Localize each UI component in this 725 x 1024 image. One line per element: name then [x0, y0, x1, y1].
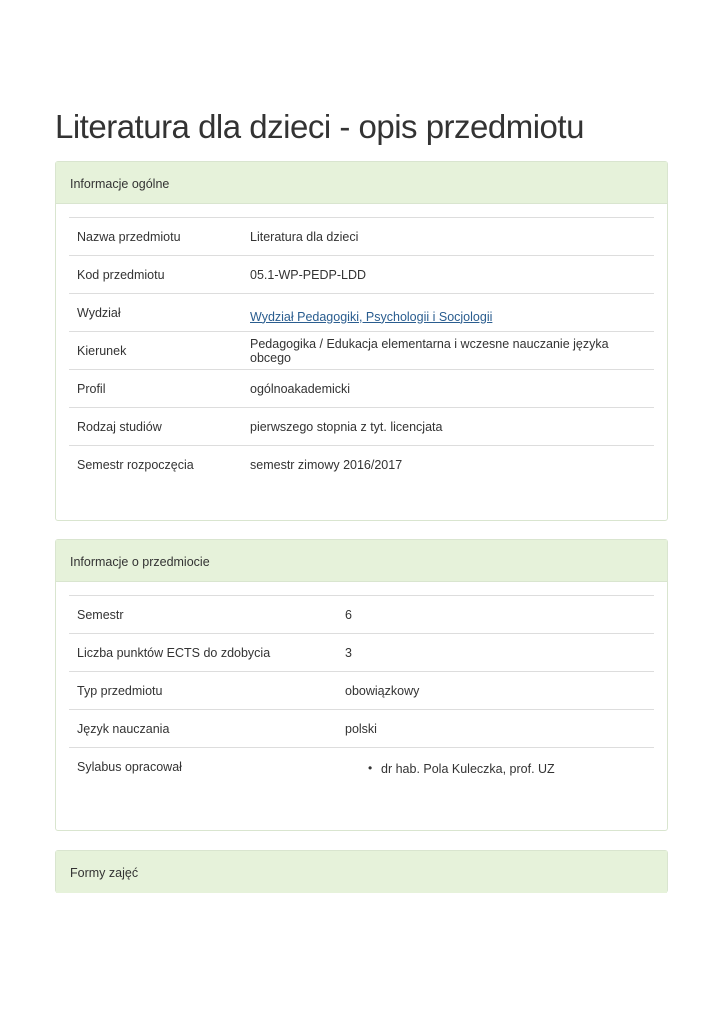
row-value: obowiązkowy [345, 683, 420, 698]
row-value: 6 [345, 607, 352, 622]
row-label: Wydział [77, 305, 121, 320]
row-value: 05.1-WP-PEDP-LDD [250, 267, 366, 282]
row-label: Semestr rozpoczęcia [77, 457, 194, 472]
general-info-table [69, 217, 654, 483]
subject-info-table [69, 595, 654, 800]
general-info-heading: Informacje ogólne [56, 162, 667, 204]
row-label: Typ przedmiotu [77, 683, 163, 698]
table-row [69, 634, 654, 672]
row-label: Język nauczania [77, 721, 170, 736]
subject-info-heading: Informacje o przedmiocie [56, 540, 667, 582]
faculty-link[interactable]: Wydział Pedagogiki, Psychologii i Socjologii [250, 309, 493, 324]
row-label: Kierunek [77, 343, 127, 358]
page-title: Literatura dla dzieci - opis przedmiotu [55, 108, 584, 145]
row-label: Rodzaj studiów [77, 419, 162, 434]
syllabus-author: dr hab. Pola Kuleczka, prof. UZ [381, 762, 555, 776]
table-row [69, 672, 654, 710]
row-value [242, 294, 654, 332]
row-value: ogólnoakademicki [250, 381, 351, 396]
row-value: polski [345, 721, 377, 736]
table-row [69, 370, 654, 408]
row-label: Profil [77, 381, 106, 396]
row-label: Kod przedmiotu [77, 267, 165, 282]
subject-info-panel [55, 539, 668, 831]
row-value: Literatura dla dzieci [250, 229, 359, 244]
row-value [337, 748, 654, 801]
table-row [69, 748, 654, 801]
row-value: Pedagogika / Edukacja elementarna i wczesne nauczanie języka obcego [250, 336, 609, 365]
table-row [69, 294, 654, 332]
row-label: Semestr [77, 607, 124, 622]
list-item [368, 761, 646, 776]
table-row [69, 332, 654, 370]
table-row [69, 596, 654, 634]
bullet-icon: • [368, 761, 373, 775]
class-forms-panel [55, 850, 668, 893]
row-value: 3 [345, 645, 352, 660]
row-label: Liczba punktów ECTS do zdobycia [77, 645, 271, 660]
table-row [69, 218, 654, 256]
table-row [69, 710, 654, 748]
general-info-panel [55, 161, 668, 521]
class-forms-heading: Formy zajęć [56, 851, 667, 893]
table-row [69, 256, 654, 294]
syllabus-author-list [345, 762, 646, 776]
row-value: pierwszego stopnia z tyt. licencjata [250, 419, 443, 434]
row-label: Sylabus opracował [77, 760, 182, 774]
row-label: Nazwa przedmiotu [77, 229, 181, 244]
table-row [69, 408, 654, 446]
row-value: semestr zimowy 2016/2017 [250, 457, 403, 472]
table-row [69, 446, 654, 484]
